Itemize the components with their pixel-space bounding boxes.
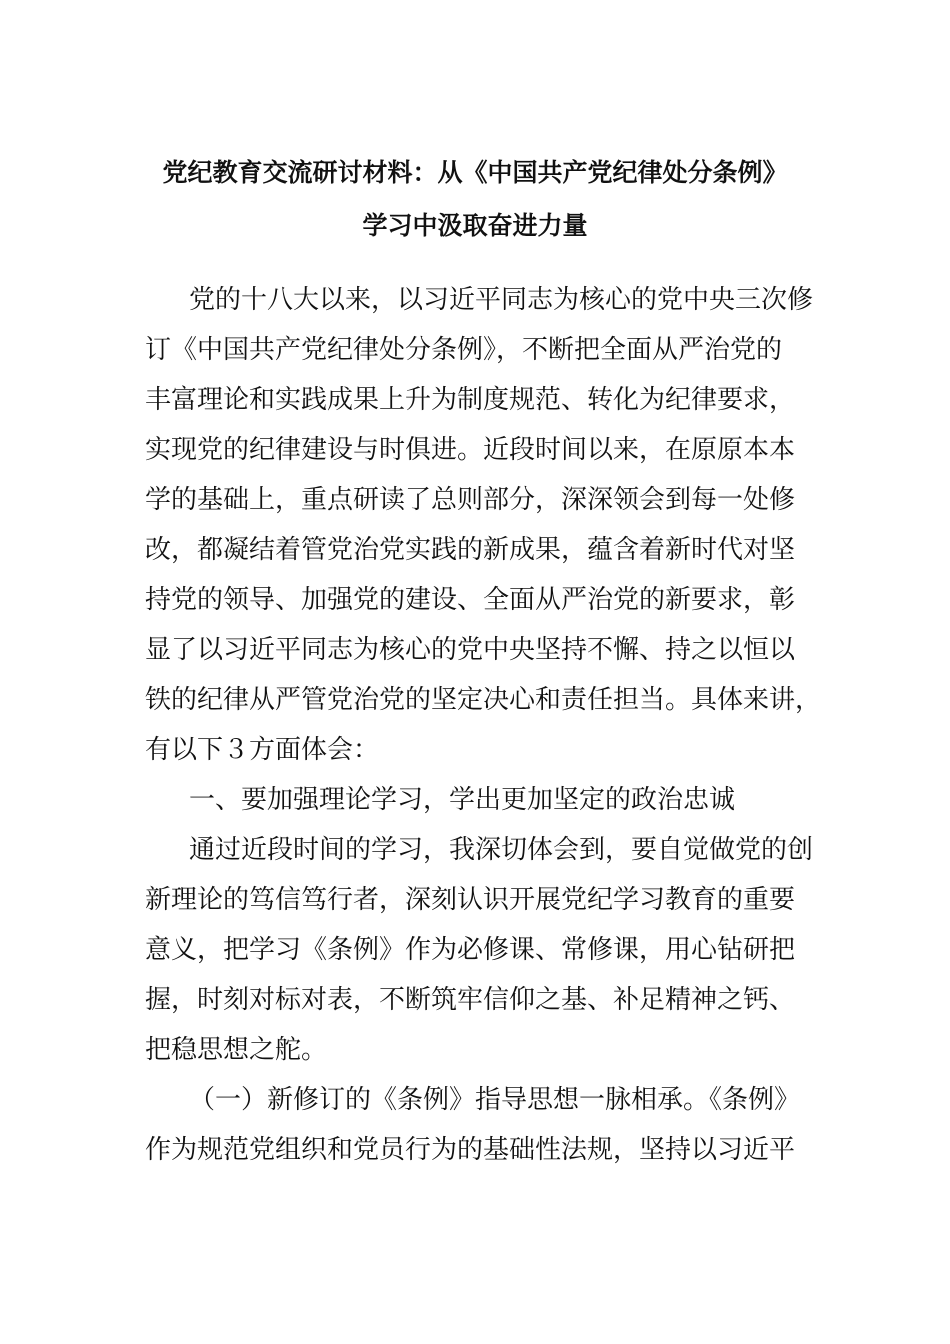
body-line: 有以下３方面体会： [145,735,380,765]
document-title-line1: 党纪教育交流研讨材料：从《中国共产党纪律处分条例》 [162,158,788,187]
body-line: 意义，把学习《条例》作为必修课、常修课，用心钻研把 [145,935,796,965]
body-line: 学的基础上，重点研读了总则部分，深深领会到每一处修 [145,485,796,515]
section-heading: 一、要加强理论学习，学出更加坚定的政治忠诚 [189,785,736,815]
body-line: 党的十八大以来，以习近平同志为核心的党中央三次修 [189,285,814,315]
body-line: 把稳思想之舵。 [145,1035,328,1065]
document-title-line2: 学习中汲取奋进力量 [362,211,588,240]
body-line: 订《中国共产党纪律处分条例》，不断把全面从严治党的 [145,335,783,365]
body-line: 改，都凝结着管党治党实践的新成果，蕴含着新时代对坚 [145,535,796,565]
body-line: 显了以习近平同志为核心的党中央坚持不懈、持之以恒以 [145,635,796,665]
body-line: 持党的领导、加强党的建设、全面从严治党的新要求，彰 [145,585,796,615]
body-line: 实现党的纪律建设与时俱进。近段时间以来，在原原本本 [145,435,796,465]
body-line: 作为规范党组织和党员行为的基础性法规，坚持以习近平 [145,1135,796,1165]
body-line: 通过近段时间的学习，我深切体会到，要自觉做党的创 [189,835,814,865]
body-line: 新理论的笃信笃行者，深刻认识开展党纪学习教育的重要 [145,885,796,915]
body-line: 握，时刻对标对表，不断筑牢信仰之基、补足精神之钙、 [145,985,796,1015]
body-line: 丰富理论和实践成果上升为制度规范、转化为纪律要求， [145,385,796,415]
body-line: （一）新修订的《条例》指导思想一脉相承。《条例》 [189,1085,801,1115]
body-line: 铁的纪律从严管党治党的坚定决心和责任担当。具体来讲， [145,685,822,715]
